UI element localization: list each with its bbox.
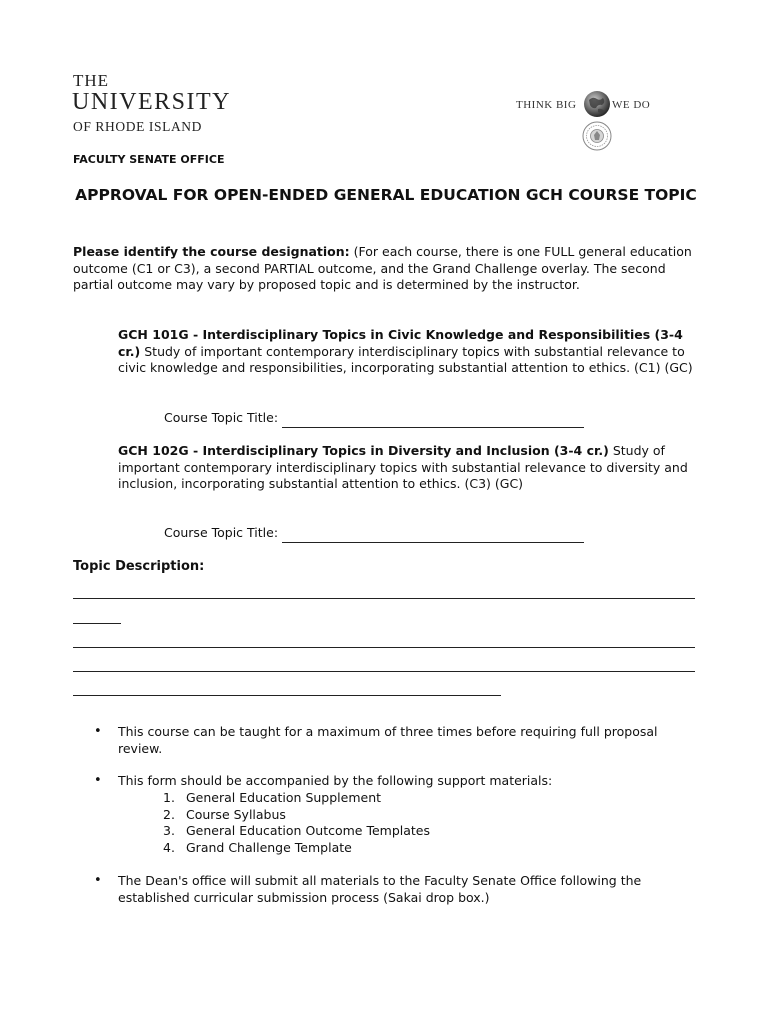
list-item	[163, 790, 583, 807]
logo-line-the: THE	[73, 71, 110, 90]
bullet-icon: •	[94, 773, 102, 788]
intro-label: Please identify the course designation:	[73, 244, 350, 259]
bullet-item: This course can be taught for a maximum of three times before requiring full proposal review.	[118, 724, 658, 756]
topic-title-field-101g[interactable]	[282, 410, 584, 428]
university-seal-icon	[582, 121, 612, 151]
tagline-think-big: THINK BIG	[516, 99, 577, 111]
list-label: Grand Challenge Template	[186, 839, 352, 855]
course-topic-title-102g	[164, 525, 584, 543]
support-materials-list	[163, 790, 583, 856]
writing-line	[73, 623, 121, 624]
writing-line	[73, 695, 501, 696]
topic-description-label: Topic Description:	[73, 559, 205, 574]
writing-line	[73, 671, 695, 672]
course-topic-title-101g	[164, 410, 584, 428]
bullet-item: The Dean's office will submit all materials to the Faculty Senate Office following the established curricular submission process (Sakai drop box.)	[118, 873, 642, 905]
topic-title-label: Course Topic Title:	[164, 410, 282, 425]
intro-text: (For each course, there is one FULL general education outcome (C1 or C3), a second PARTIAL outcome, and the Grand Challenge overlay. The second partial outcome may vary by proposed topic and is determined by the instructor.	[73, 244, 692, 292]
bullet-icon: •	[94, 724, 102, 739]
course-101g	[118, 327, 703, 377]
list-label: General Education Outcome Templates	[186, 823, 431, 838]
topic-title-label: Course Topic Title:	[164, 525, 282, 540]
list-number: 2.	[163, 806, 175, 822]
list-number: 4.	[163, 839, 175, 855]
list-label: Course Syllabus	[186, 806, 286, 822]
list-label: General Education Supplement	[186, 790, 382, 805]
writing-line	[73, 598, 695, 599]
logo-line-rhode-island: OF RHODE ISLAND	[73, 119, 203, 134]
list-number: 1.	[163, 790, 175, 805]
list-item	[163, 823, 583, 840]
course-description: Study of important contemporary interdisciplinary topics with substantial relevance to civic knowledge and responsibilities, incorporating substantial attention to ethics. (C1) (GC)	[118, 343, 693, 375]
intro-paragraph	[73, 244, 698, 294]
topic-title-field-102g[interactable]	[282, 525, 584, 543]
globe-icon	[583, 90, 611, 118]
course-description: Study of important contemporary interdisciplinary topics with substantial relevance to diversity and inclusion, incorporating substantial attention to ethics. (C3) (GC)	[118, 443, 688, 491]
list-item	[163, 807, 583, 824]
list-number: 3.	[163, 823, 175, 838]
logo-line-university: UNIVERSITY	[72, 89, 231, 115]
course-heading: GCH 101G - Interdisciplinary Topics in Civic Knowledge and Responsibilities (3-4 cr.)	[118, 327, 683, 359]
writing-line	[73, 647, 695, 648]
page-title: APPROVAL FOR OPEN-ENDED GENERAL EDUCATION GCH COURSE TOPIC	[75, 186, 697, 204]
course-102g	[118, 443, 703, 493]
bullet-icon: •	[94, 873, 102, 888]
bullet-item: This form should be accompanied by the following support materials:	[118, 773, 553, 788]
tagline-we-do: WE DO	[612, 99, 651, 111]
list-item	[163, 840, 583, 857]
office-name: FACULTY SENATE OFFICE	[73, 153, 225, 166]
course-heading: GCH 102G - Interdisciplinary Topics in Diversity and Inclusion (3-4 cr.)	[118, 443, 609, 458]
